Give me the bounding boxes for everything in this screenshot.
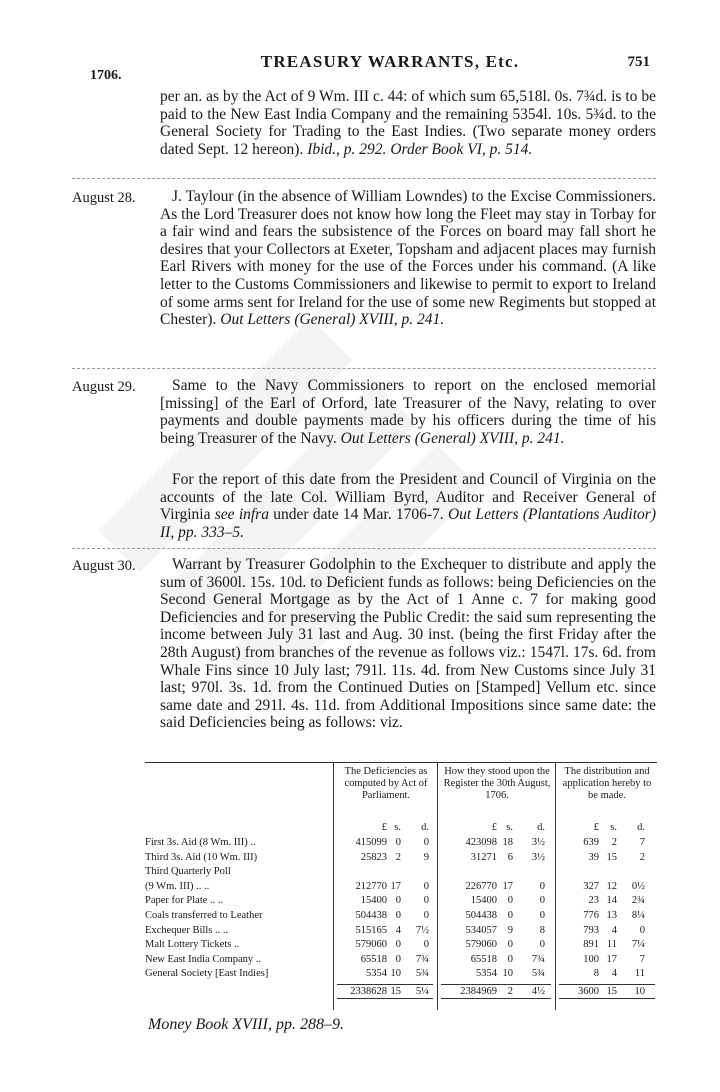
amount-cell: 2338628 (350, 986, 387, 997)
amount-cell: 0 (395, 910, 401, 921)
amount-cell: 579060 (355, 939, 387, 951)
amount-cell: 23 (588, 895, 599, 907)
amount-cell: 7 (639, 953, 645, 965)
amount-cell: 5¼ (415, 986, 429, 997)
amount-cell: 0 (507, 953, 513, 965)
amount-cell: 793 (583, 924, 599, 936)
amount-cell: 10 (390, 968, 401, 980)
entry-date: August 29. (72, 379, 136, 395)
amount-cell: 15400 (360, 895, 387, 907)
amount-cell: 0½ (631, 880, 645, 892)
unit-label: d. (537, 822, 545, 833)
amount-cell: 2 (507, 986, 513, 997)
total-rule (337, 998, 433, 1000)
table-row (145, 881, 657, 895)
amount-cell: 5354 (476, 968, 497, 980)
amount-cell: 0 (423, 939, 429, 951)
amount-cell: 15 (606, 986, 617, 997)
margin-year: 1706. (90, 68, 122, 83)
amount-cell: 0 (507, 939, 513, 951)
entry-text: For the report of this date from the President and Council of Virginia on the accounts of the late Col. William Byrd, Auditor and Receiver General of Virginia see infra under date 14 Mar. 1706-7. Out Letters (Plantations Auditor) II, pp. 333–5. (160, 471, 656, 541)
amount-cell: 327 (583, 880, 599, 892)
amount-cell: 9 (507, 924, 513, 936)
amount-cell: 8¼ (631, 910, 645, 921)
table-row (145, 954, 657, 968)
row-label: Malt Lottery Tickets .. (145, 939, 240, 951)
amount-cell: 11 (634, 968, 645, 980)
row-label: (9 Wm. III) .. .. (145, 880, 210, 892)
amount-cell: 11 (606, 939, 617, 951)
amount-cell: 2384969 (460, 986, 497, 997)
unit-label: s. (610, 822, 617, 833)
amount-cell: 15 (606, 851, 617, 863)
amount-cell: 776 (583, 910, 599, 921)
amount-cell: 579060 (465, 939, 497, 951)
table-top-rule (145, 762, 657, 763)
entry-divider (72, 368, 656, 369)
table-row (145, 968, 657, 982)
amount-cell: 0 (539, 939, 545, 951)
amount-cell: 0 (395, 895, 401, 907)
amount-cell: 7¼ (631, 939, 645, 951)
amount-cell: 504438 (355, 910, 387, 921)
amount-cell: 7½ (415, 924, 429, 936)
entry-text: J. Taylour (in the absence of William Lowndes) to the Excise Commissioners. As the Lord Treasurer does not know how long the Fleet may stay in Torbay for a fair wind and fears the subsistence of the Forces on board may fall short he desires that your Collectors at Exeter, Topsham and adjacent places may furnish Earl Rivers with money for the use of the Forces under his command. (A like letter to the Customs Commissioners and likewise to permit to export to Ireland of some arms sent for Ireland for the use of some new Regiments but stopped at Chester). Out Letters (General) XVIII, p. 241. (160, 188, 656, 329)
amount-cell: 8 (593, 968, 599, 980)
amount-cell: 17 (502, 880, 513, 892)
amount-cell: 65518 (470, 953, 497, 965)
amount-cell: 504438 (465, 910, 497, 921)
table-row (145, 925, 657, 939)
amount-cell: 65518 (360, 953, 387, 965)
total-rule (441, 984, 551, 986)
amount-cell: 423098 (465, 837, 497, 848)
running-title: TREASURY WARRANTS, Etc. (260, 52, 520, 71)
unit-label: s. (394, 822, 401, 833)
amount-cell: 31271 (470, 851, 497, 863)
total-rule (559, 998, 655, 1000)
header-act-of-parliament: The Deficiencies as computed by Act of Parliament. (344, 766, 428, 801)
table-row (145, 895, 657, 909)
amount-cell: 2 (639, 851, 645, 863)
entry-text: Same to the Navy Commissioners to report on the enclosed memorial [missing] of the Earl of Orford, late Treasurer of the Navy, relating to over payments and double payments made by his officers during the time of his being Treasurer of the Navy. Out Letters (General) XVIII, p. 241. (160, 377, 656, 447)
table-row (145, 837, 657, 851)
amount-cell: 13 (606, 910, 617, 921)
amount-cell: 5¾ (531, 968, 545, 980)
amount-cell: 0 (423, 895, 429, 907)
amount-cell: 15 (390, 986, 401, 997)
table-row (145, 852, 657, 866)
row-label: First 3s. Aid (8 Wm. III) .. (145, 837, 256, 848)
amount-cell: 100 (583, 953, 599, 965)
row-label: Third 3s. Aid (10 Wm. III) (145, 851, 258, 863)
amount-cell: 3½ (531, 851, 545, 863)
amount-cell: 0 (539, 895, 545, 907)
amount-cell: 0 (395, 953, 401, 965)
unit-label: £ (491, 822, 497, 833)
amount-cell: 0 (423, 837, 429, 848)
amount-cell: 0 (423, 880, 429, 892)
total-rule (337, 984, 433, 986)
unit-label: d. (421, 822, 429, 833)
table-row (145, 866, 657, 880)
unit-label: £ (381, 822, 387, 833)
entry-date: August 28. (72, 190, 136, 206)
amount-cell: 7 (639, 837, 645, 848)
entry-divider (72, 548, 656, 549)
row-label: Exchequer Bills .. .. (145, 924, 229, 936)
unit-label: £ (593, 822, 599, 833)
amount-cell: 6 (507, 851, 513, 863)
row-label: General Society [East Indies] (145, 968, 269, 980)
amount-cell: 0 (395, 939, 401, 951)
header-register: How they stood upon the Register the 30th August, 1706. (443, 766, 551, 801)
amount-cell: 4 (611, 968, 617, 980)
amount-cell: 17 (390, 880, 401, 892)
table-row (145, 939, 657, 953)
amount-cell: 10 (502, 968, 513, 980)
amount-cell: 415099 (355, 837, 387, 848)
amount-cell: 3600 (578, 986, 599, 997)
amount-cell: 226770 (465, 880, 497, 892)
header-distribution: The distribution and application hereby to be made. (562, 766, 652, 801)
amount-cell: 3½ (531, 837, 545, 848)
amount-cell: 8 (539, 924, 545, 936)
total-rule (441, 998, 551, 1000)
amount-cell: 639 (583, 837, 599, 848)
amount-cell: 0 (395, 837, 401, 848)
entry-date: August 30. (72, 558, 136, 574)
amount-cell: 534057 (465, 924, 497, 936)
amount-cell: 0 (639, 924, 645, 936)
row-label: Coals transferred to Leather (145, 910, 263, 921)
entry-text: Warrant by Treasurer Godolphin to the Exchequer to distribute and apply the sum of 3600l. 15s. 10d. to Deficient funds as follows: being Deficiencies on the Second General Mortgage as by the Act of 1 Anne c. 7 for making good Deficiencies and for preserving the Public Credit: the said sum representing the income between July 31 last and Aug. 30 inst. (being the first Friday after the 28th August) from branches of the revenue as follows viz.: 1547l. 17s. 6d. from Whale Fins since 10 July last; 791l. 11s. 4d. from New Customs since July 31 last; 970l. 3s. 1d. from the Continued Duties on [Stamped] Vellum etc. since same date and 291l. 4s. 11d. from Additional Impositions since same date: the said Deficiencies being as follows: viz. (160, 556, 656, 732)
amount-cell: 25823 (360, 851, 387, 863)
amount-cell: 0 (423, 910, 429, 921)
amount-cell: 9 (423, 851, 429, 863)
entry-divider (72, 178, 656, 179)
row-label: New East India Company .. (145, 953, 262, 965)
amount-cell: 891 (583, 939, 599, 951)
row-label: Paper for Plate .. .. (145, 895, 224, 907)
amount-cell: 17 (606, 953, 617, 965)
amount-cell: 5354 (366, 968, 387, 980)
amount-cell: 7¾ (415, 953, 429, 965)
amount-cell: 0 (507, 895, 513, 907)
amount-cell: 2 (395, 851, 401, 863)
amount-cell: 12 (606, 880, 617, 892)
amount-cell: 0 (539, 910, 545, 921)
amount-cell: 39 (588, 851, 599, 863)
amount-cell: 5¾ (415, 968, 429, 980)
unit-label: d. (637, 822, 645, 833)
amount-cell: 7¾ (531, 953, 545, 965)
row-label: Third Quarterly Poll (145, 866, 231, 878)
amount-cell: 14 (606, 895, 617, 907)
amount-cell: 0 (507, 910, 513, 921)
amount-cell: 4 (611, 924, 617, 936)
amount-cell: 4½ (531, 986, 545, 997)
amount-cell: 4 (395, 924, 401, 936)
amount-cell: 2 (611, 837, 617, 848)
total-rule (559, 984, 655, 986)
page-number: 751 (627, 54, 650, 70)
amount-cell: 212770 (355, 880, 387, 892)
amount-cell: 10 (634, 986, 645, 997)
amount-cell: 18 (502, 837, 513, 848)
entry-text: per an. as by the Act of 9 Wm. III c. 44: of which sum 65,518l. 0s. 7¾d. is to be paid to the New East India Company and the remaining 5354l. 10s. 5¾d. to the General Society for Trading to the East Indies. (Two separate money orders dated Sept. 12 hereon). Ibid., p. 292. Order Book VI, p. 514. (160, 88, 656, 158)
amount-cell: 2¾ (631, 895, 645, 907)
table-row (145, 910, 657, 924)
amount-cell: 15400 (470, 895, 497, 907)
unit-label: s. (506, 822, 513, 833)
amount-cell: 0 (539, 880, 545, 892)
source-citation: Money Book XVIII, pp. 288–9. (148, 1016, 344, 1033)
amount-cell: 515165 (355, 924, 387, 936)
